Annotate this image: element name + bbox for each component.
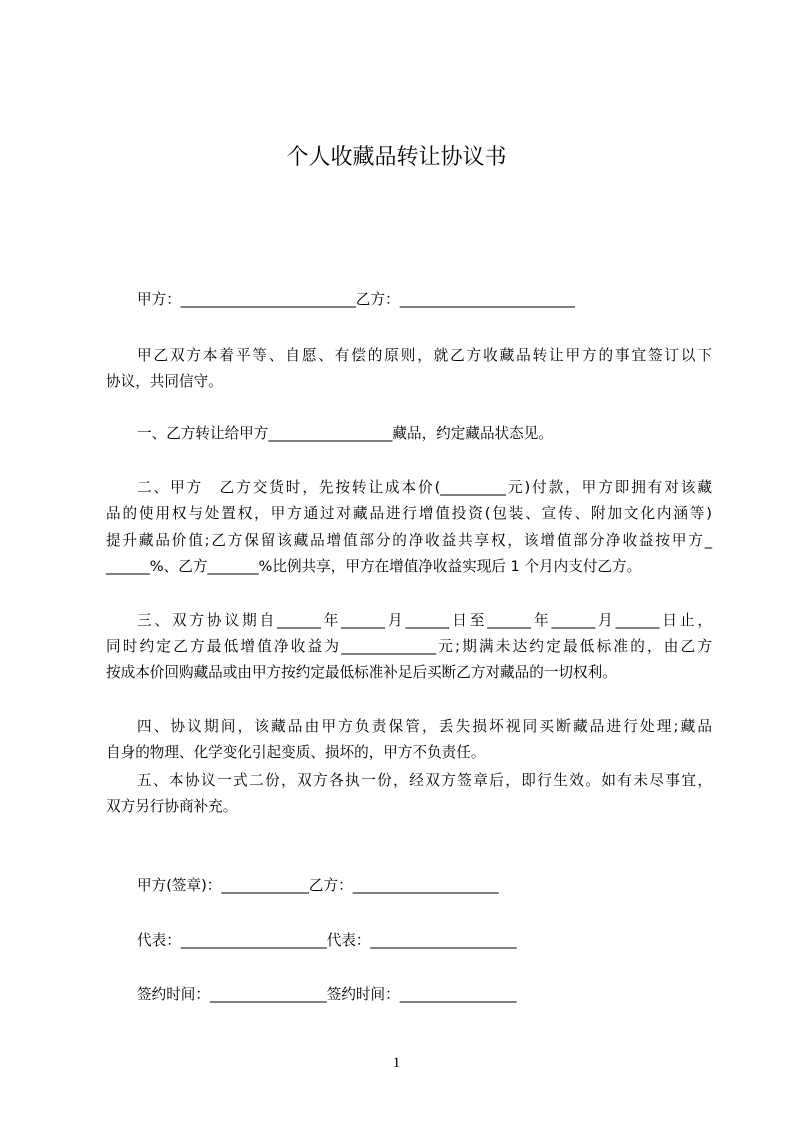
clause-2-line: 二、甲方 乙方交货时，先按转让成本价(_________元)付款，甲方即拥有对该藏 xyxy=(137,479,712,496)
clause-5-line: 五、本协议一式二份，双方各执一份，经双方签章后，即行生效。如有未尽事宜， xyxy=(137,772,712,789)
clause-5-line: 双方另行协商补充。 xyxy=(106,798,238,815)
document-title: 个人收藏品转让协议书 xyxy=(286,145,507,170)
preamble-line: 甲乙双方本着平等、自愿、有偿的原则，就乙方收藏品转让甲方的事宜签订以下 xyxy=(137,347,712,364)
clause-2-line: 品的使用权与处置权，甲方通过对藏品进行增值投资(包装、宣传、附加文化内涵等) xyxy=(106,505,712,522)
clause-2-line: ______%、乙方_______%比例共享，甲方在增值净收益实现后 1 个月内支付乙方。 xyxy=(106,558,642,575)
signature-party-a: 甲方(签章)：____________乙方：____________________ xyxy=(137,877,499,894)
clause-1: 一、乙方转让给甲方_________________藏品，约定藏品状态见。 xyxy=(137,425,553,442)
signature-representatives: 代表：____________________代表：____________________ xyxy=(137,932,517,949)
clause-3-line: 三、双方协议期自______年______月______日至______年______月______日止， xyxy=(137,612,712,629)
clause-3-line: 同时约定乙方最低增值净收益为_____________元;期满未达约定最低标准的，由乙方 xyxy=(106,638,712,655)
clause-4-line: 自身的物理、化学变化引起变质、损坏的，甲方不负责任。 xyxy=(106,744,486,761)
clause-2-line: 提升藏品价值;乙方保留该藏品增值部分的净收益共享权，该增值部分净收益按甲方_ xyxy=(106,532,712,549)
parties-line: 甲方：________________________乙方：________________________ xyxy=(137,291,575,308)
clause-3-line: 按成本价回购藏品或由甲方按约定最低标准补足后买断乙方对藏品的一切权利。 xyxy=(106,664,617,681)
page-number: 1 xyxy=(392,1055,401,1071)
signature-dates: 签约时间：________________签约时间：________________ xyxy=(137,986,517,1003)
clause-4-line: 四、协议期间，该藏品由甲方负责保管，丢失损坏视同买断藏品进行处理;藏品 xyxy=(137,718,712,735)
preamble-line: 协议，共同信守。 xyxy=(106,373,223,390)
